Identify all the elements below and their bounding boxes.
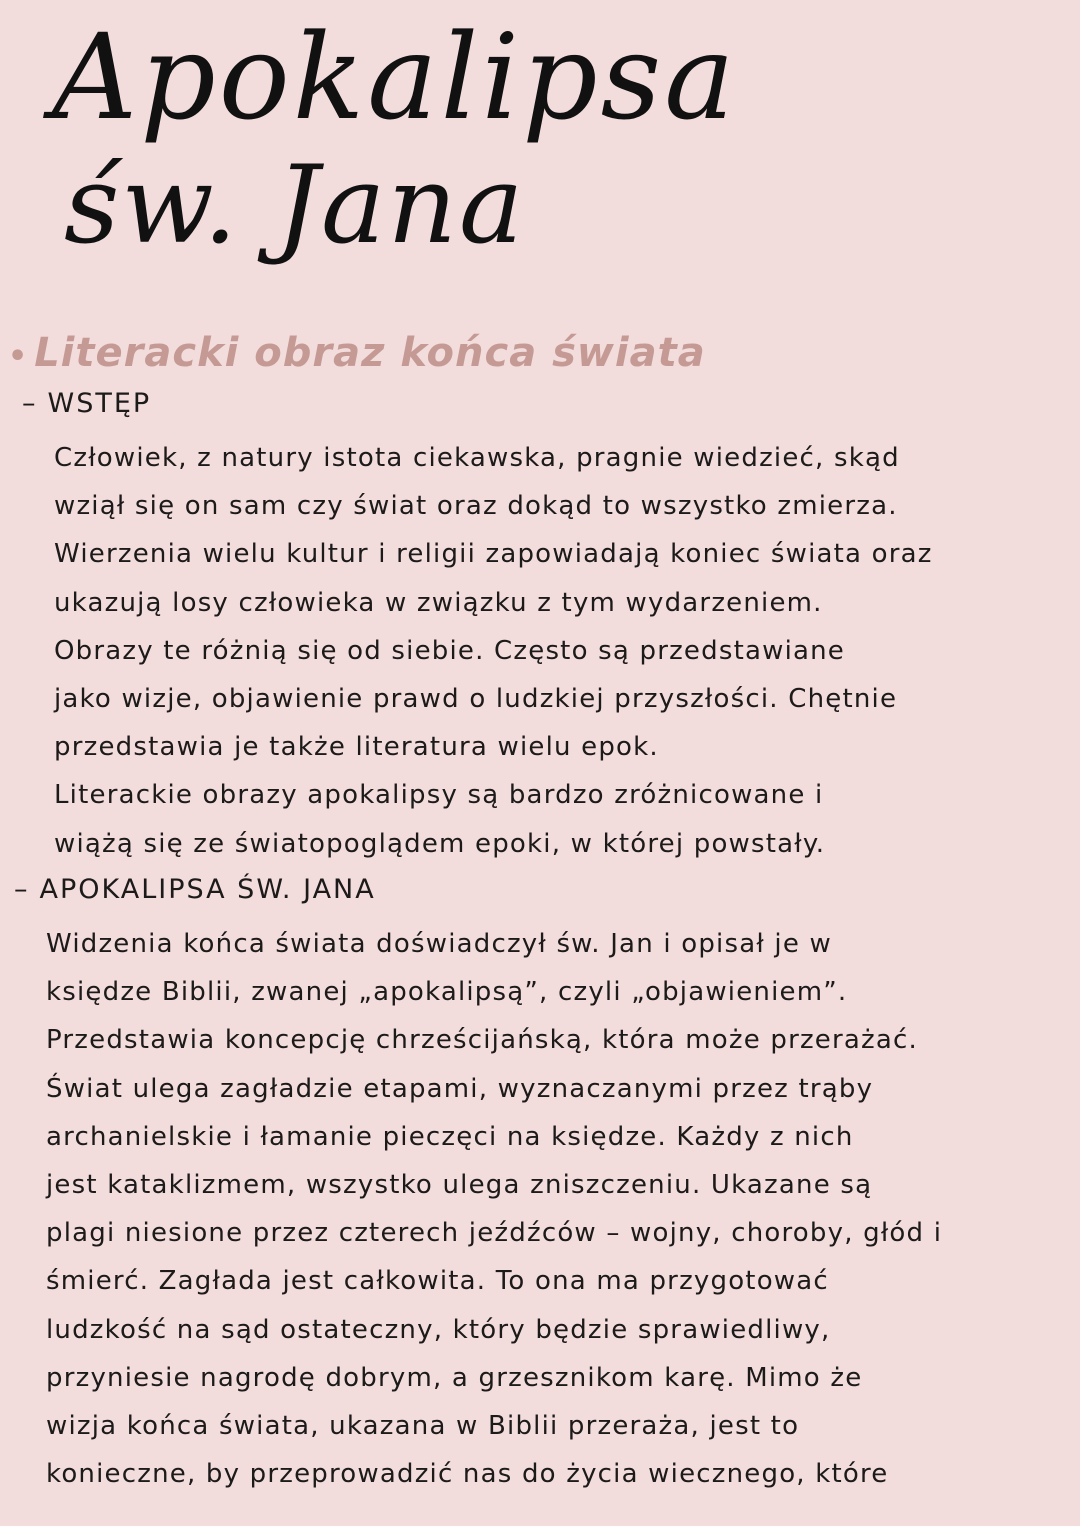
section-heading [8, 330, 706, 376]
text-line: jest kataklizmem, wszystko ulega zniszczeniu. Ukazane są [46, 1170, 873, 1201]
text-line: archanielskie i łamanie pieczęci na księdze. Każdy z nich [46, 1121, 854, 1152]
text-line: wizja końca świata, ukazana w Biblii przeraża, jest to [46, 1411, 800, 1442]
text-line: plagi niesione przez czterech jeźdźców – wojny, choroby, głód i [46, 1218, 943, 1249]
text-line: wziął się on sam czy świat oraz dokąd to wszystko zmierza. [54, 491, 898, 522]
text-line: śmierć. Zagłada jest całkowita. To ona ma przygotować [46, 1266, 829, 1297]
text-line: Widzenia końca świata doświadczył św. Jan i opisał je w [46, 929, 832, 959]
text-line: ukazują losy człowieka w związku z tym wydarzeniem. [54, 587, 823, 618]
text-line: Świat ulega zagładzie etapami, wyznaczanymi przez trąby [46, 1073, 874, 1104]
text-line: Obrazy te różnią się od siebie. Często są przedstawiane [54, 635, 846, 666]
page-title-line-2: św. Jana [64, 143, 526, 268]
text-line: przyniesie nagrodę dobrym, a grzesznikom karę. Mimo że [46, 1362, 863, 1393]
text-line: przedstawia je także literatura wielu epok. [54, 732, 659, 763]
text-line: ludzkość na sąd ostateczny, który będzie sprawiedliwy, [46, 1314, 831, 1345]
dash-icon: – [22, 388, 38, 419]
text-line: Człowiek, z natury istota ciekawska, pragnie wiedzieć, skąd [54, 443, 900, 473]
intro-paragraph [54, 434, 1064, 868]
dash-icon: – [14, 874, 30, 905]
section-heading-text: Literacki obraz końca świata [34, 330, 706, 376]
text-line: Literackie obrazy apokalipsy są bardzo zróżnicowane i [54, 780, 824, 811]
intro-heading [22, 388, 151, 419]
text-line: Wierzenia wielu kultur i religii zapowiadają koniec świata oraz [54, 539, 933, 570]
text-line: wiążą się ze światopoglądem epoki, w której powstały. [54, 828, 826, 859]
page-title-line-1: Apokalipsa [52, 8, 738, 146]
apocalypse-heading [14, 874, 376, 905]
text-line: jako wizje, objawienie prawd o ludzkiej przyszłości. Chętnie [54, 684, 898, 715]
text-line: konieczne, by przeprowadzić nas do życia wiecznego, które [46, 1459, 889, 1490]
bullet-icon: • [8, 339, 29, 374]
apocalypse-paragraph [46, 920, 1056, 1498]
text-line: księdze Biblii, zwanej „apokalipsą”, czyli „objawieniem”. [46, 977, 848, 1008]
intro-heading-text: WSTĘP [47, 388, 152, 419]
text-line: Przedstawia koncepcję chrześcijańską, która może przerażać. [46, 1025, 918, 1056]
apocalypse-heading-text: APOKALIPSA ŚW. JANA [39, 874, 376, 905]
